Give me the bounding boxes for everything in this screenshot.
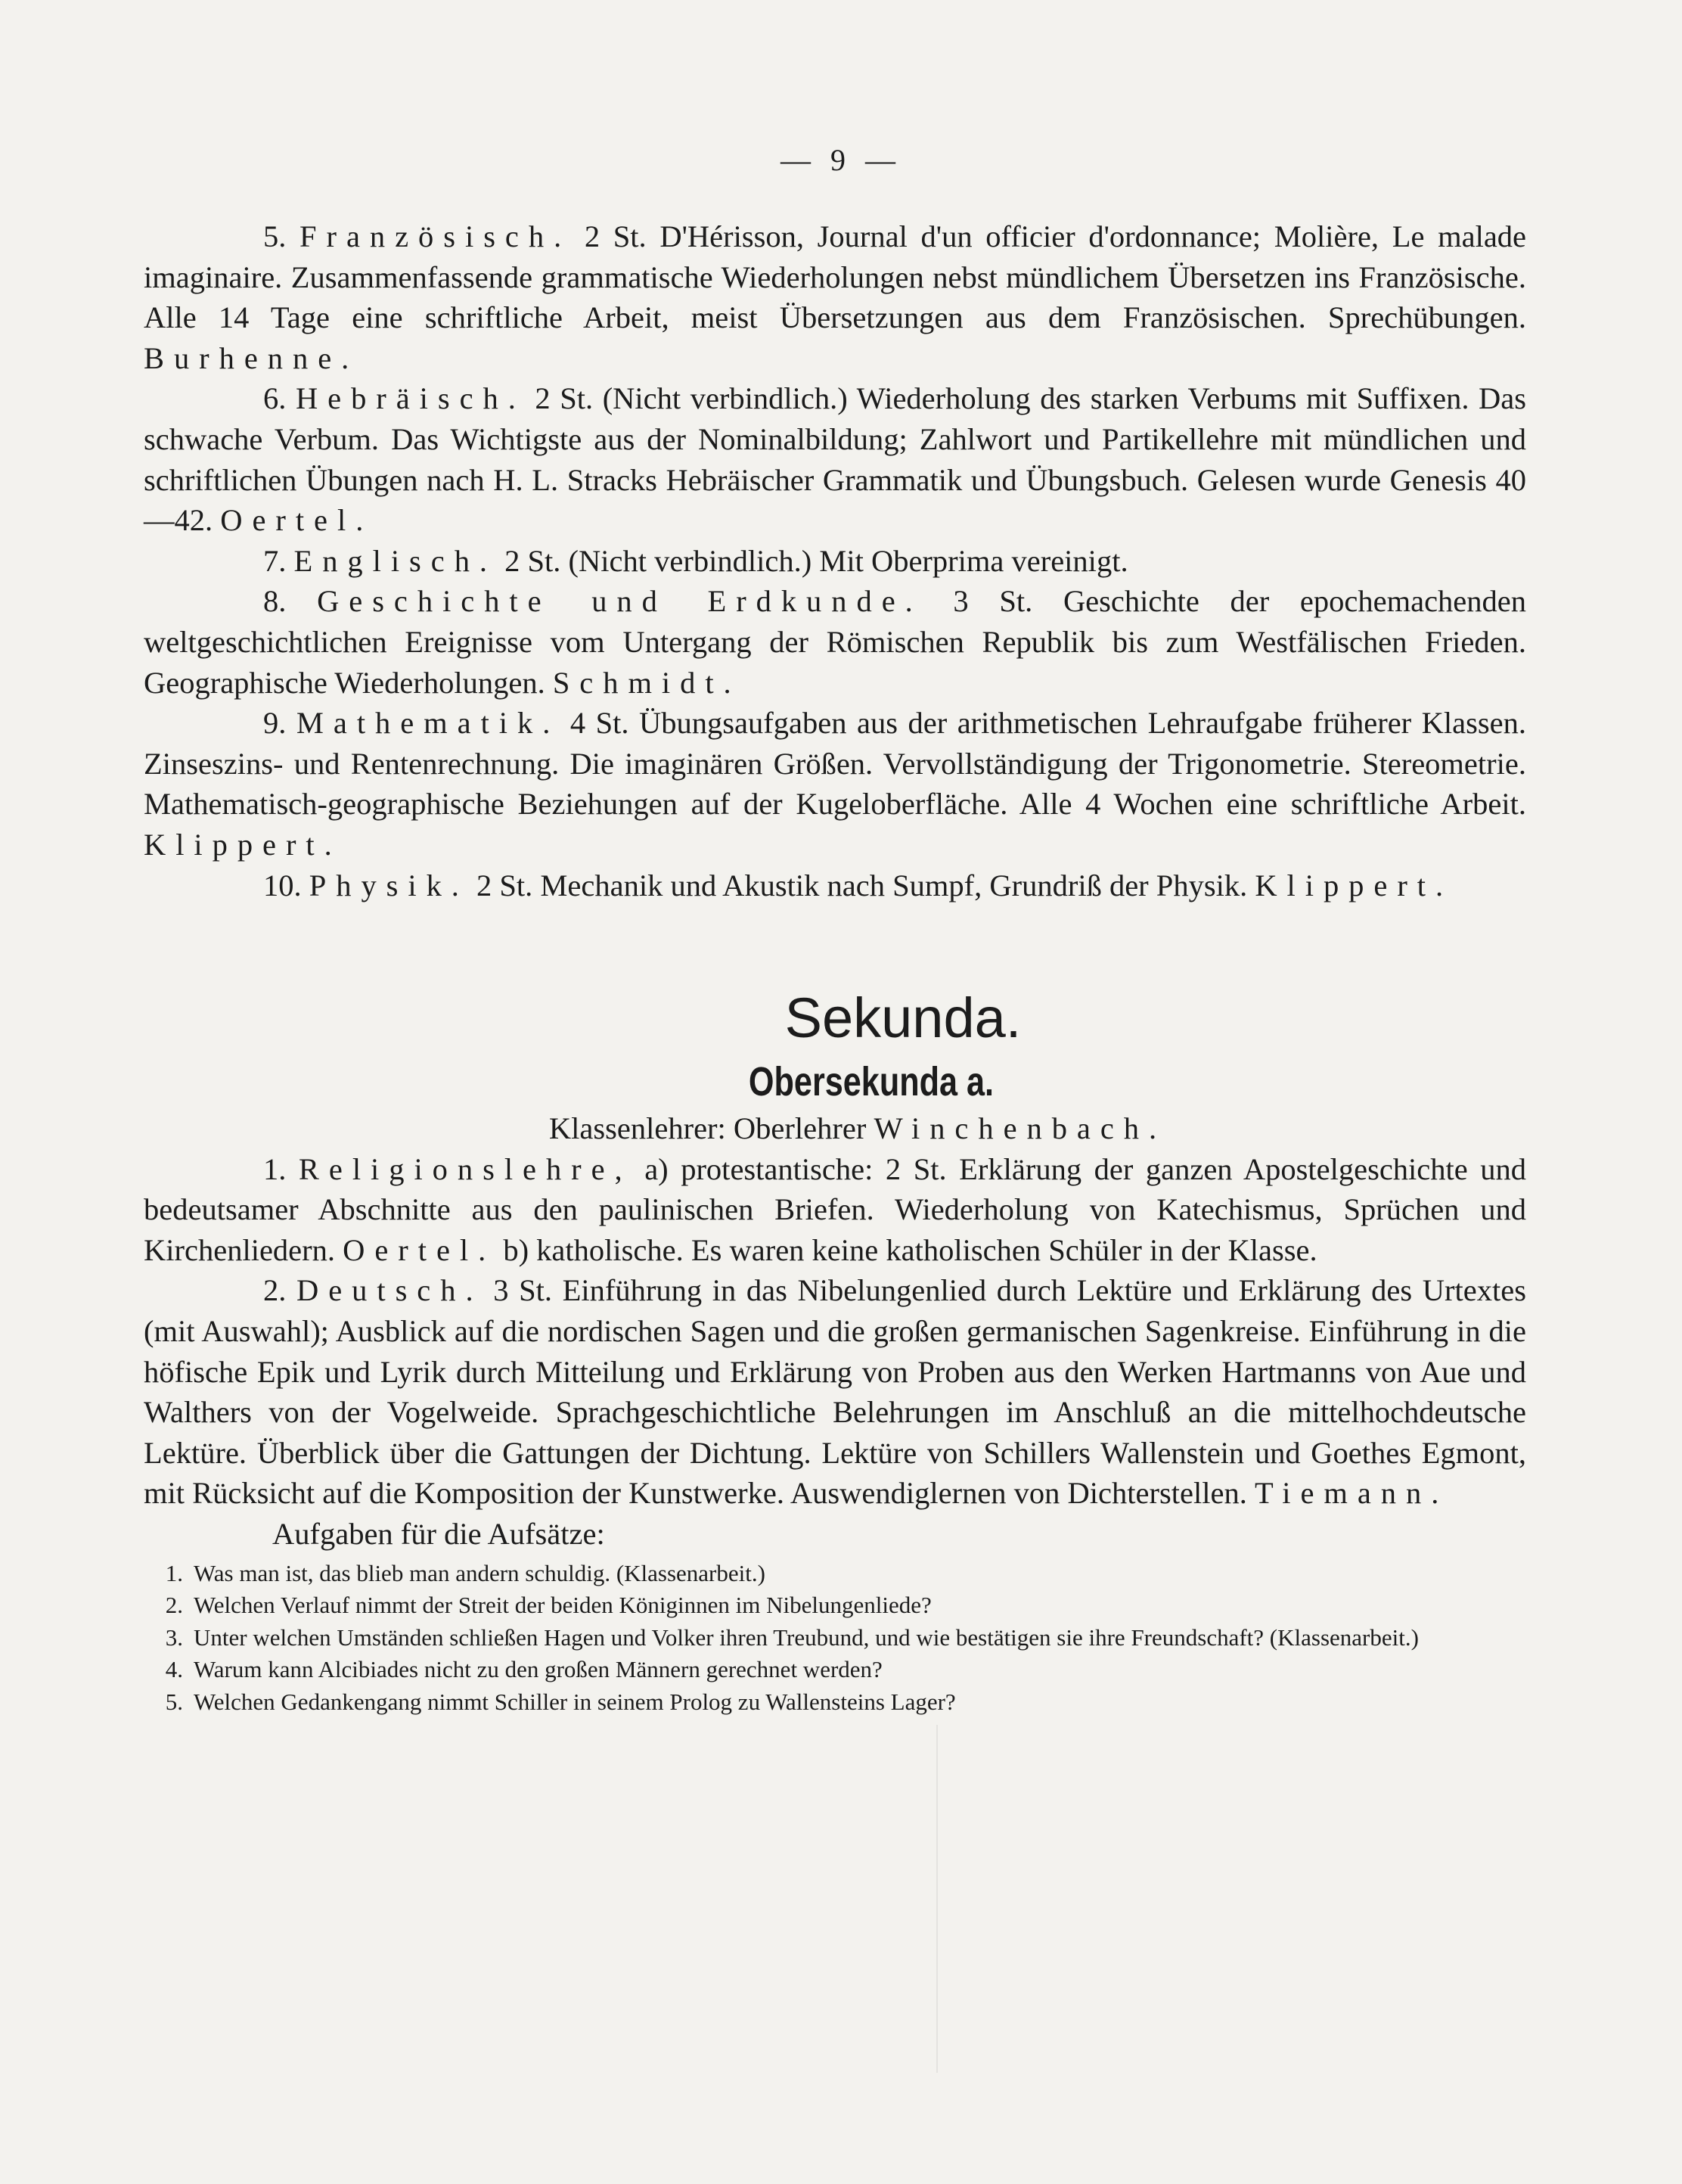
topic-text: Unter welchen Umständen schließen Hagen und Volker ihren Treubund, und wie bestätigen sie ihre Freundschaft? (Klassenarbeit.) [194,1623,1419,1651]
topic-number: 2. [165,1592,183,1619]
topic-text: Welchen Verlauf nimmt der Streit der beiden Königinnen im Nibelungenliede? [194,1592,932,1619]
religion-part-a: a) protestantische: [644,1151,874,1186]
section-hours: 3 St. [953,584,1033,619]
section-subject: Physik. [309,868,469,902]
list-item [144,1654,1526,1686]
section-paragraph [144,378,1526,540]
section-teacher: Schmidt. [552,665,741,700]
section-number: 2. [263,1273,287,1308]
section-subject: Deutsch. [296,1273,483,1308]
section-teacher: Klippert. [1255,868,1454,902]
topic-number: 3. [165,1623,183,1651]
heading-sekunda: Sekunda. [784,986,1022,1050]
section-teacher: Tiemann. [1254,1476,1449,1511]
section-hours: 4 St. [569,706,629,741]
section-subject: Hebräisch. [295,381,526,416]
section-teacher: Klippert. [144,827,342,862]
section-number: 1. [263,1151,287,1186]
section-subject: Geschichte und Erdkunde. [317,584,923,619]
class-teacher-label: Klassenlehrer: Oberlehrer [548,1111,867,1146]
section-paragraph [144,216,1526,378]
section-teacher: Oertel. [220,503,374,538]
page-number: — 9 — [780,143,902,177]
class-teacher-line [144,1108,1526,1149]
section-hours: 2 St. [504,543,561,578]
section-number: 7. [263,543,287,578]
section-hours: 3 St. [493,1273,552,1308]
list-item [144,1622,1526,1654]
class-teacher-name: Winchenbach. [874,1111,1167,1146]
religion-part-b: b) katholische. Es waren keine katholischen Schüler in der Klasse. [503,1232,1317,1267]
section-paragraph [144,581,1526,703]
essay-topics-list [144,1558,1526,1719]
section-number: 6. [263,381,287,416]
section-hours: 2 St. [476,868,533,902]
section-text: Mechanik und Akustik nach Sumpf, Grundriß der Physik. [540,868,1248,902]
section-hours: 2 St. [535,381,594,416]
page-body [144,216,1526,1718]
topics-heading: Aufgaben für die Aufsätze: [272,1517,605,1552]
section-text: (Nicht verbindlich.) Wiederholung des starken Verbums mit Suffixen. Das schwache Verbum. Das Wichtigste aus der Nominalbildung; Zahlwort und Partikellehre mit mündlichen und schriftlichen Übungen nach H. L. Stracks Hebräischer Grammatik und Übungsbuch. Gelesen wurde Genesis 40—42. [144,381,1527,538]
topic-text: Was man ist, das blieb man andern schuldig. (Klassenarbeit.) [194,1559,765,1586]
section-number: 5. [263,219,287,253]
section-text: Einführung in das Nibelungenlied durch Lektüre und Erklärung des Urtextes (mit Auswahl); Ausblick auf die nordischen Sagen und die großen germanischen Sagenkreise. Einführung in die höfische Epik und Lyrik durch Mitteilung und Erklärung von Proben aus den Werken Hartmanns von Aue und Walthers von der Vogelweide. Sprachgeschichtliche Belehrungen im Anschluß an die mittelhochdeutsche Lektüre. Überblick über die Gattungen der Dichtung. Lektüre von Schillers Wallenstein und Goethes Egmont, mit Rücksicht auf die Komposition der Kunstwerke. Auswendiglernen von Dichterstellen. [144,1273,1527,1511]
section-text: Erklärung der ganzen Apostelgeschichte und bedeutsamer Abschnitte aus den paulinischen Briefen. Wiederholung von Katechismus, Sprüchen und Kirchenliedern. [144,1151,1527,1267]
section-paragraph [144,541,1526,582]
section-number: 10. [263,868,302,902]
topic-number: 1. [165,1559,183,1586]
topic-number: 4. [165,1656,183,1683]
section-text: D'Hérisson, Journal d'un officier d'ordonnance; Molière, Le malade imaginaire. Zusammenfassende grammatische Wiederholungen nebst mündlichem Übersetzen ins Französische. Alle 14 Tage eine schriftliche Arbeit, meist Übersetzungen aus dem Französischen. Sprechübungen. [144,219,1527,335]
list-item [144,1558,1526,1590]
heading-obersekunda: Obersekunda a. [748,1059,995,1105]
section-text: (Nicht verbindlich.) Mit Oberprima vereinigt. [568,543,1128,578]
section-subject: Englisch. [293,543,497,578]
topic-number: 5. [165,1688,183,1715]
section-paragraph [144,703,1526,865]
section-number: 9. [263,706,287,741]
section-teacher: Oertel. [343,1232,496,1267]
section-hours: 2 St. [584,219,647,253]
section-subject: Mathematik. [296,706,560,741]
deutsch-paragraph [144,1270,1526,1514]
section-text: Übungsaufgaben aus der arithmetischen Lehraufgabe früherer Klassen. Zinseszins- und Rentenrechnung. Die imaginären Größen. Vervollständigung der Trigonometrie. Stereometrie. Mathematisch-geographische Beziehungen auf der Kugeloberfläche. Alle 4 Wochen eine schriftliche Arbeit. [144,706,1527,822]
section-teacher: Burhenne. [144,340,359,375]
list-item [144,1686,1526,1719]
section-subject: Französisch. [299,219,572,253]
section-paragraph [144,865,1526,906]
section-number: 8. [263,584,287,619]
paper-fold-shadow [936,1725,938,2073]
topic-text: Welchen Gedankengang nimmt Schiller in seinem Prolog zu Wallensteins Lager? [194,1688,956,1715]
list-item [144,1589,1526,1622]
religion-paragraph [144,1149,1526,1271]
section-text: Geschichte der epochemachenden weltgeschichtlichen Ereignisse vom Untergang der Römischen Republik bis zum Westfälischen Frieden. Geographische Wiederholungen. [144,584,1527,700]
section-hours: 2 St. [885,1151,947,1186]
section-subject: Religionslehre, [298,1151,632,1186]
topic-text: Warum kann Alcibiades nicht zu den großen Männern gerechnet werden? [194,1656,883,1683]
